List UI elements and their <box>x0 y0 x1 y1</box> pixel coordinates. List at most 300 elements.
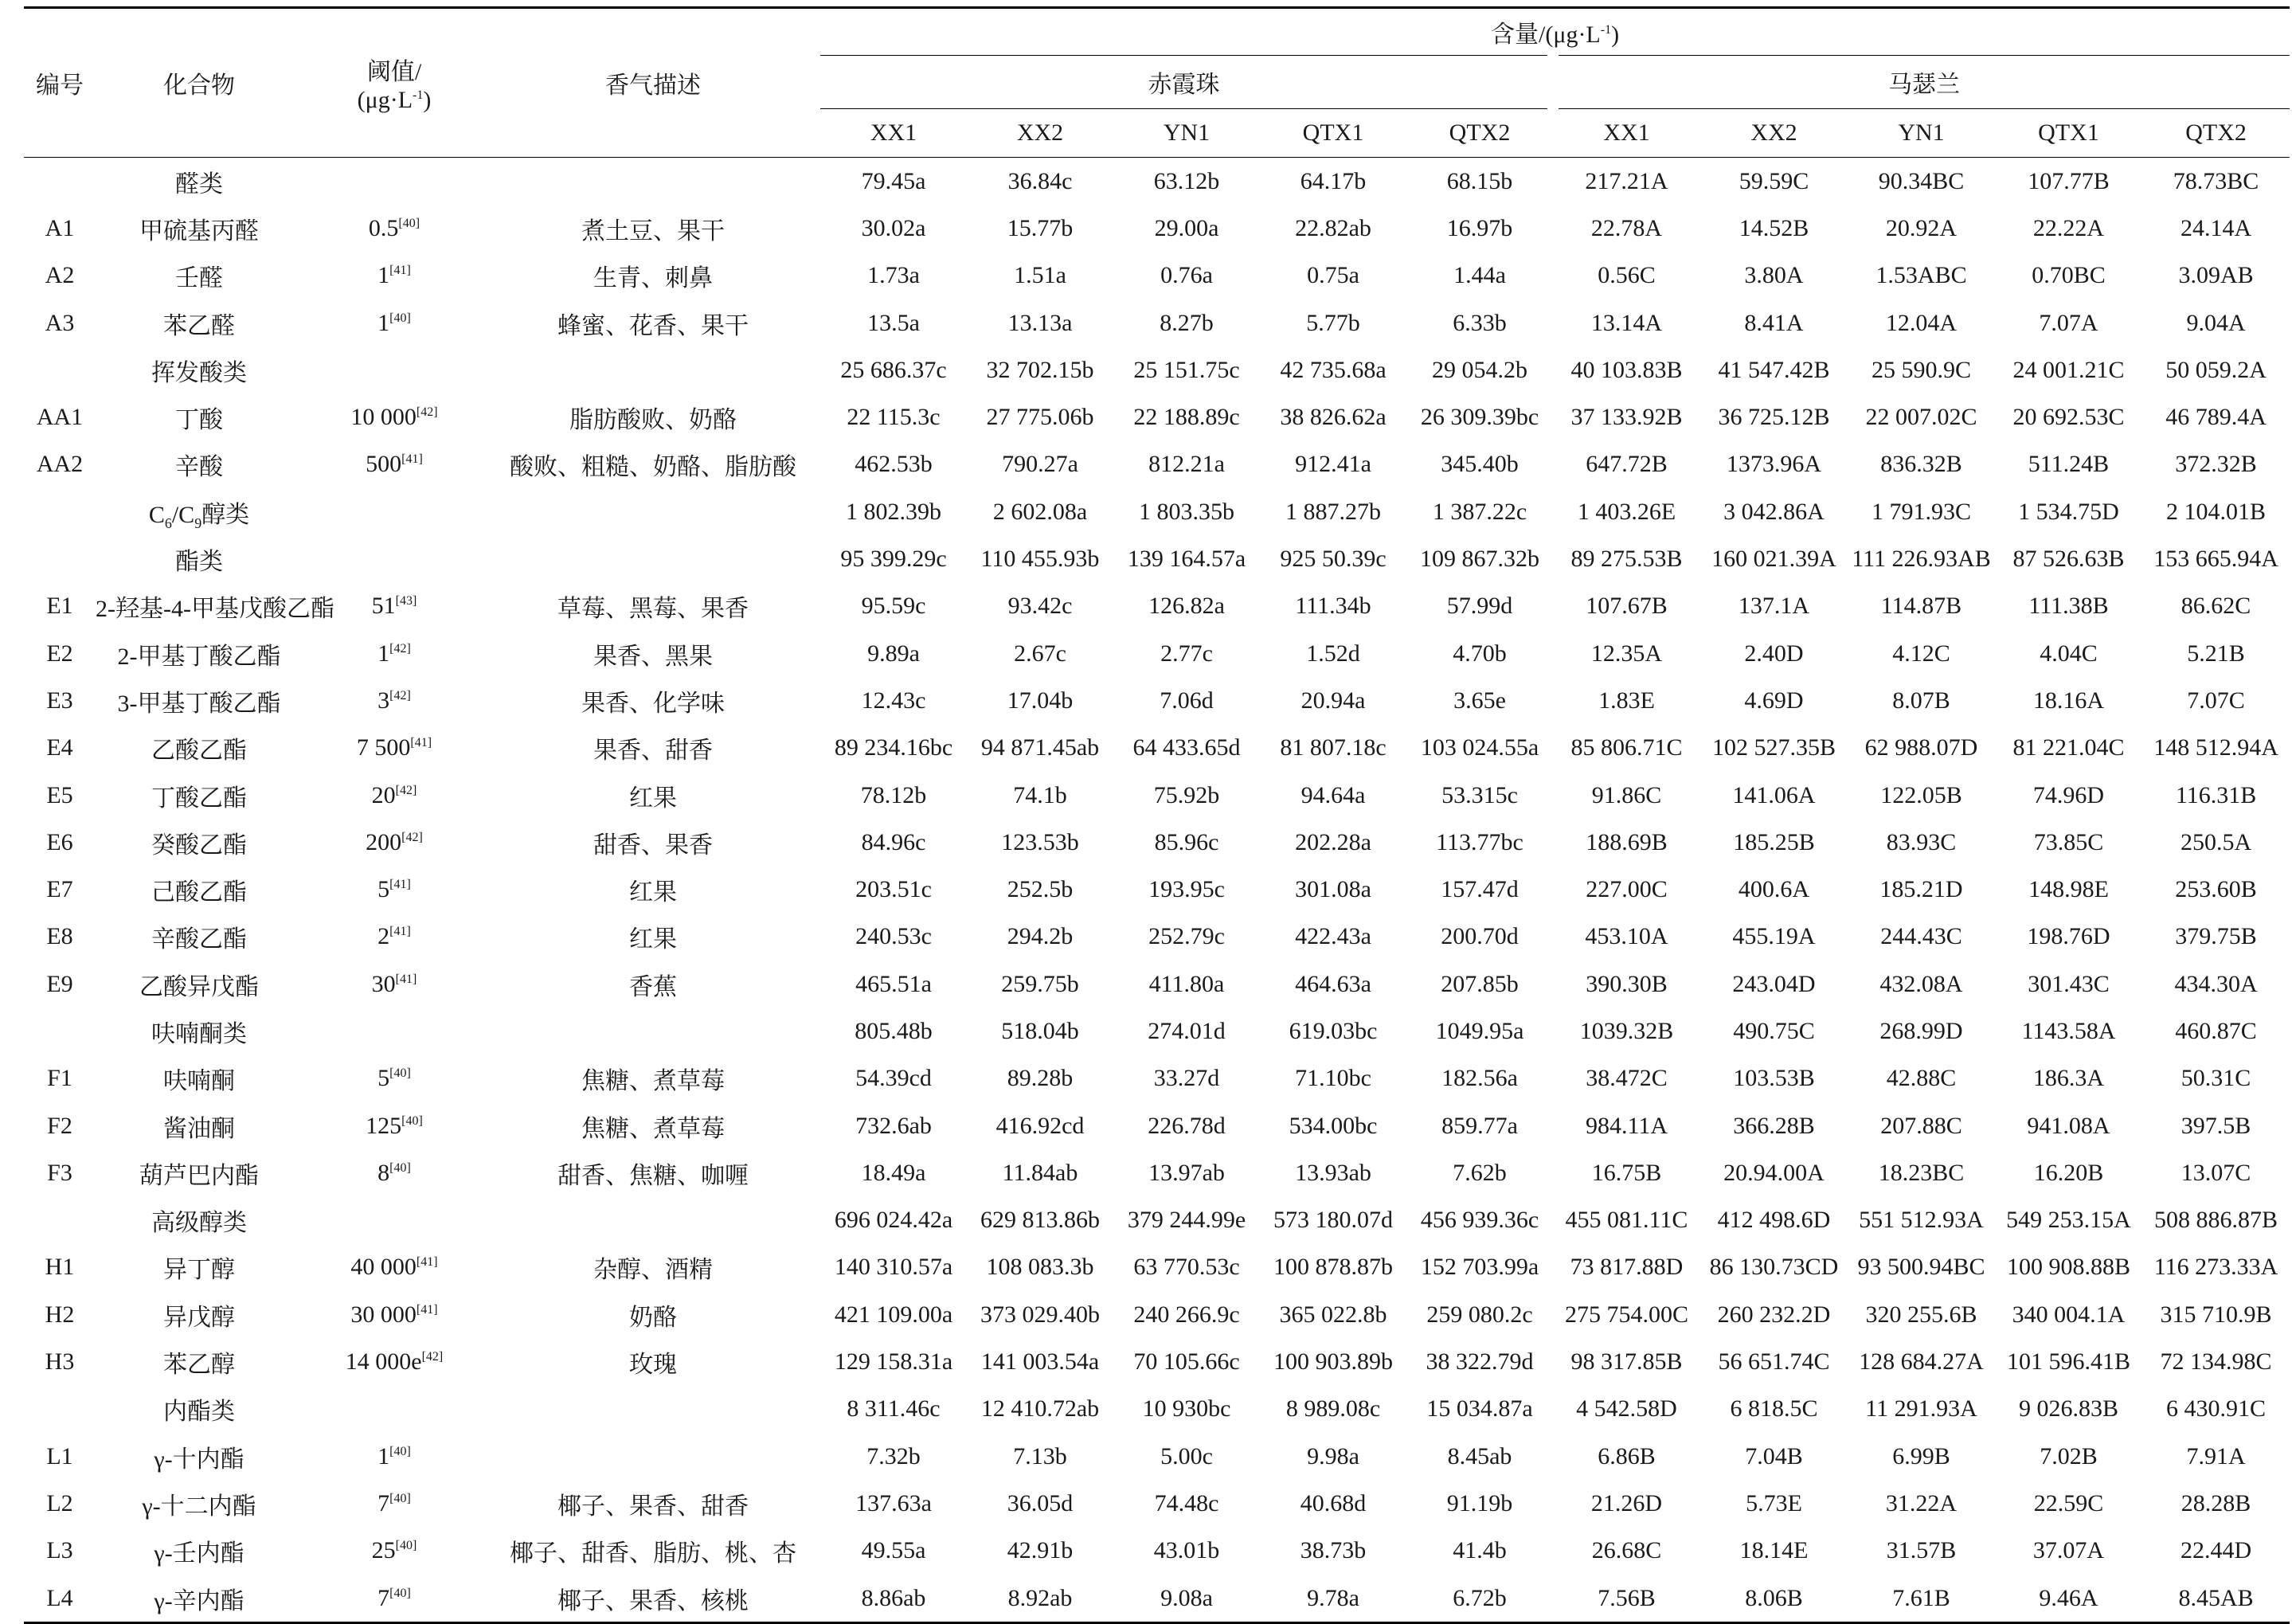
table-row <box>24 1528 2290 1575</box>
compound-value: 42.91b <box>1007 1537 1074 1564</box>
header-sample: XX1 <box>1553 109 1700 158</box>
header-sample: QTX1 <box>1995 109 2142 158</box>
compound-value: 13.13a <box>1007 309 1073 336</box>
category-value: 1 803.35b <box>1139 498 1234 525</box>
category-value: 25 151.75c <box>1133 356 1240 383</box>
compound-name: 辛酸 <box>175 454 223 481</box>
category-row <box>24 1386 2290 1433</box>
header-threshold: 阈值/ $(\mu g\cdot L^{-1})$ <box>303 8 486 158</box>
compound-value: 22.82ab <box>1295 214 1371 241</box>
category-value: 15 034.87a <box>1426 1395 1533 1422</box>
category-value: 1 403.26E <box>1577 498 1676 525</box>
compound-value: 63 770.53c <box>1133 1254 1240 1281</box>
compound-value: 7.62b <box>1453 1159 1507 1186</box>
compound-value: 100 878.87b <box>1273 1254 1393 1281</box>
compound-aroma: 红果 <box>629 926 677 953</box>
compound-aroma: 草莓、黑莓、果香 <box>557 596 749 623</box>
compound-code: L1 <box>46 1442 73 1469</box>
compound-value: 85.96c <box>1154 828 1219 855</box>
category-code <box>24 488 96 535</box>
compound-value: 7.07C <box>2187 687 2245 714</box>
compound-threshold: 40 000[41] <box>350 1254 438 1281</box>
compound-threshold: 7[40] <box>303 1575 486 1623</box>
category-name: 挥发酸类 <box>151 359 247 386</box>
compound-value: 315 710.9B <box>2160 1301 2272 1328</box>
category-aroma <box>486 488 820 535</box>
category-value: 455 081.11C <box>1565 1207 1688 1234</box>
compound-value: 18.14E <box>1739 1537 1809 1564</box>
category-name: 醛类 <box>175 170 223 198</box>
compound-value: 38.472C <box>1586 1065 1668 1092</box>
compound-value: 1.73a <box>867 262 920 289</box>
header-sample: XX2 <box>1700 109 1848 158</box>
table-row <box>24 1102 2290 1149</box>
compound-value: 732.6ab <box>855 1112 932 1139</box>
header-variety-cabernet: 赤霞珠 <box>820 56 1553 109</box>
compound-value: 137.1A <box>1738 593 1810 620</box>
compound-value: 1.44a <box>1453 262 1506 289</box>
compound-table <box>24 6 2290 1624</box>
compound-value: 114.87B <box>1880 593 1962 620</box>
category-row <box>24 346 2290 393</box>
compound-value: 253.60B <box>2175 876 2257 903</box>
category-code <box>24 346 96 393</box>
compound-name: 丁酸乙酯 <box>151 785 247 812</box>
compound-value: 85 806.71C <box>1570 734 1683 761</box>
compound-value: 116 273.33A <box>2153 1254 2278 1281</box>
compound-code: L3 <box>46 1537 73 1564</box>
category-value: 508 886.87B <box>2154 1207 2278 1234</box>
table-row <box>24 1244 2290 1291</box>
header-aroma: 香气描述 <box>486 8 820 158</box>
compound-threshold: 5[40] <box>377 1065 411 1092</box>
category-threshold <box>303 488 486 535</box>
compound-name: 2-甲基丁酸乙酯 <box>117 643 281 670</box>
table-row <box>24 1055 2290 1102</box>
compound-value: 7.91A <box>2186 1442 2246 1469</box>
compound-threshold: 0.5[40] <box>368 214 420 241</box>
compound-value: 53.315c <box>1441 781 1518 808</box>
compound-value: 250.5A <box>2180 828 2252 855</box>
compound-value: 81 807.18c <box>1280 734 1387 761</box>
compound-value: 94.64a <box>1300 781 1366 808</box>
category-value: 619.03bc <box>1289 1017 1378 1044</box>
compound-aroma: 煮土豆、果干 <box>581 217 725 245</box>
compound-value: 36.05d <box>1007 1489 1074 1516</box>
category-value: 9 026.83B <box>2018 1395 2118 1422</box>
compound-value: 422.43a <box>1295 923 1371 950</box>
compound-value: 1373.96A <box>1726 451 1822 478</box>
reference-citation: [42] <box>395 783 417 797</box>
compound-value: 207.85b <box>1441 970 1519 997</box>
compound-value: 0.75a <box>1307 262 1359 289</box>
table-row <box>24 914 2290 961</box>
compound-aroma: 红果 <box>629 879 677 906</box>
category-code <box>24 158 96 205</box>
category-value: 274.01d <box>1148 1017 1226 1044</box>
compound-value: 390.30B <box>1586 970 1668 997</box>
compound-threshold: 3[42] <box>377 687 411 714</box>
compound-code: F2 <box>47 1112 72 1139</box>
compound-value: 379.75B <box>2175 923 2257 950</box>
reference-citation: [42] <box>421 1350 444 1364</box>
compound-value: 7.61B <box>1848 1575 1995 1623</box>
compound-aroma: 焦糖、煮草莓 <box>581 1115 725 1142</box>
compound-value: 22.44D <box>2180 1537 2252 1564</box>
compound-name: 乙酸异戊酯 <box>139 973 259 1000</box>
table-row <box>24 772 2290 819</box>
compound-threshold: 7 500[41] <box>356 734 432 761</box>
category-value: 79.45a <box>861 167 926 194</box>
compound-value: 36 725.12B <box>1718 404 1830 431</box>
category-value: 87 526.63B <box>2012 546 2125 573</box>
compound-value: 3.80A <box>1744 262 1804 289</box>
compound-code: F3 <box>47 1159 72 1186</box>
compound-value: 8.86ab <box>820 1575 967 1623</box>
category-aroma <box>486 1197 820 1244</box>
compound-value: 647.72B <box>1586 451 1668 478</box>
compound-value: 6.99B <box>1892 1442 1950 1469</box>
header-sample: YN1 <box>1113 109 1260 158</box>
reference-citation: [41] <box>389 878 411 892</box>
category-value: 32 702.15b <box>986 356 1094 383</box>
table-row <box>24 583 2290 630</box>
category-value: 64.17b <box>1300 167 1367 194</box>
compound-value: 301.08a <box>1295 876 1371 903</box>
compound-value: 9.46A <box>1995 1575 2142 1623</box>
compound-value: 16.20B <box>2033 1159 2104 1186</box>
reference-citation: [40] <box>389 311 411 325</box>
compound-value: 9.78a <box>1260 1575 1406 1623</box>
compound-value: 202.28a <box>1295 828 1371 855</box>
category-value: 4 542.58D <box>1576 1395 1677 1422</box>
compound-code: E1 <box>46 593 73 620</box>
category-value: 95 399.29c <box>840 546 947 573</box>
compound-value: 21.26D <box>1590 1489 1663 1516</box>
category-value: 90.34BC <box>1878 167 1965 194</box>
category-threshold <box>303 535 486 582</box>
compound-value: 103 024.55a <box>1420 734 1539 761</box>
compound-aroma: 椰子、甜香、脂肪、桃、杏 <box>510 1540 796 1567</box>
compound-value: 259 080.2c <box>1426 1301 1533 1328</box>
table-row <box>24 961 2290 1008</box>
category-code <box>24 535 96 582</box>
compound-value: 2.77c <box>1160 640 1213 667</box>
compound-value: 31.57B <box>1886 1537 1957 1564</box>
compound-threshold: 2[41] <box>377 923 411 950</box>
compound-value: 31.22A <box>1885 1489 1958 1516</box>
compound-value: 24.14A <box>2180 214 2252 241</box>
category-value: 412 498.6D <box>1717 1207 1831 1234</box>
category-value: 6 818.5C <box>1730 1395 1818 1422</box>
category-value: 153 665.94A <box>2153 546 2278 573</box>
reference-citation: [41] <box>410 736 432 750</box>
table-row <box>24 1480 2290 1527</box>
compound-value: 54.39cd <box>855 1065 932 1092</box>
compound-value: 27 775.06b <box>986 404 1094 431</box>
compound-value: 345.40b <box>1441 451 1519 478</box>
compound-value: 200.70d <box>1441 923 1519 950</box>
category-name: 呋喃酮类 <box>151 1020 247 1047</box>
compound-threshold: 30[41] <box>371 970 417 997</box>
compound-value: 5.77b <box>1306 309 1360 336</box>
compound-aroma: 果香、黑果 <box>593 643 713 670</box>
compound-value: 14.52B <box>1739 214 1809 241</box>
reference-citation: [40] <box>389 1066 411 1081</box>
compound-name: 癸酸乙酯 <box>151 832 247 859</box>
category-code <box>24 1008 96 1055</box>
compound-name: 呋喃酮 <box>163 1068 235 1095</box>
table-row <box>24 819 2290 866</box>
compound-value: 6.33b <box>1453 309 1507 336</box>
compound-value: 20 692.53C <box>2012 404 2125 431</box>
category-value: 139 164.57a <box>1127 546 1246 573</box>
category-row <box>24 1197 2290 1244</box>
compound-value: 17.04b <box>1007 687 1074 714</box>
compound-value: 12.35A <box>1590 640 1663 667</box>
reference-citation: [41] <box>416 1302 438 1317</box>
category-threshold <box>303 346 486 393</box>
compound-name: 苯乙醇 <box>163 1352 235 1379</box>
compound-value: 41.4b <box>1453 1537 1507 1564</box>
compound-value: 365 022.8b <box>1279 1301 1387 1328</box>
compound-threshold: 14 000e[42] <box>345 1348 444 1376</box>
compound-aroma: 红果 <box>629 785 677 812</box>
table-row <box>24 630 2290 677</box>
compound-value: 128 684.27A <box>1859 1348 1984 1376</box>
compound-value: 74.48c <box>1154 1489 1219 1516</box>
category-threshold <box>303 158 486 205</box>
category-value: 89 275.53B <box>1570 546 1683 573</box>
compound-value: 455.19A <box>1732 923 1816 950</box>
compound-value: 9.89a <box>867 640 920 667</box>
compound-value: 12.04A <box>1885 309 1958 336</box>
compound-value: 198.76D <box>2027 923 2110 950</box>
compound-value: 22 115.3c <box>847 404 941 431</box>
compound-value: 984.11A <box>1585 1112 1668 1139</box>
compound-name: 2-羟基-4-甲基戊酸乙酯 <box>96 596 334 623</box>
compound-value: 101 596.41B <box>2006 1348 2130 1376</box>
compound-value: 126.82a <box>1148 593 1225 620</box>
compound-value: 5.73E <box>1746 1489 1802 1516</box>
compound-value: 43.01b <box>1153 1537 1220 1564</box>
category-value: 1 802.39b <box>846 498 941 525</box>
compound-value: 7.02B <box>2040 1442 2098 1469</box>
compound-value: 20.94.00A <box>1723 1159 1825 1186</box>
reference-citation: [40] <box>389 1491 411 1505</box>
category-aroma <box>486 346 820 393</box>
header-content: 含量$/(\mu g\cdot L^{-1})$ <box>820 8 2290 56</box>
reference-citation: [40] <box>389 1444 411 1458</box>
compound-value: 64 433.65d <box>1132 734 1241 761</box>
compound-value: 37 133.92B <box>1570 404 1683 431</box>
compound-value: 8.41A <box>1744 309 1804 336</box>
compound-value: 3.65e <box>1453 687 1506 714</box>
compound-value: 71.10bc <box>1295 1065 1371 1092</box>
category-value: 107.77B <box>2028 167 2110 194</box>
category-value: 460.87C <box>2175 1017 2257 1044</box>
compound-threshold: 30 000[41] <box>350 1301 438 1328</box>
compound-aroma: 玫瑰 <box>629 1352 677 1379</box>
category-value: 50 059.2A <box>2165 356 2267 383</box>
category-value: 78.73BC <box>2173 167 2259 194</box>
compound-value: 912.41a <box>1295 451 1371 478</box>
category-value: 63.12b <box>1153 167 1220 194</box>
category-value: 11 291.93A <box>1865 1395 1977 1422</box>
compound-code: E4 <box>46 734 73 761</box>
compound-value: 123.53b <box>1001 828 1079 855</box>
compound-value: 78.12b <box>860 781 927 808</box>
compound-name: 己酸乙酯 <box>151 879 247 906</box>
compound-value: 1.83E <box>1598 687 1655 714</box>
compound-value: 859.77a <box>1441 1112 1518 1139</box>
compound-code: E7 <box>46 876 73 903</box>
compound-aroma: 椰子、果香、甜香 <box>557 1493 749 1520</box>
compound-name: γ-辛内酯 <box>96 1575 303 1623</box>
compound-value: 95.59c <box>861 593 926 620</box>
compound-value: 11.84ab <box>1002 1159 1078 1186</box>
compound-value: 72 134.98C <box>2160 1348 2272 1376</box>
compound-value: 74.96D <box>2032 781 2105 808</box>
compound-name: γ-壬内酯 <box>154 1540 244 1567</box>
header-sample: YN1 <box>1848 109 1995 158</box>
compound-value: 6.72b <box>1406 1575 1553 1623</box>
compound-aroma: 甜香、焦糖、咖喱 <box>557 1162 749 1189</box>
compound-value: 22.22A <box>2032 214 2105 241</box>
compound-value: 511.24B <box>2028 451 2110 478</box>
reference-citation: [41] <box>401 452 423 467</box>
category-value: 41 547.42B <box>1718 356 1830 383</box>
category-name: 酯类 <box>175 549 223 576</box>
category-value: 1 887.27b <box>1285 498 1381 525</box>
compound-code: A1 <box>45 214 75 241</box>
category-name: $C_6/C_9$醇类 <box>148 501 250 531</box>
category-value: 1039.32B <box>1579 1017 1674 1044</box>
category-value: 29 054.2b <box>1432 356 1527 383</box>
table-row <box>24 1338 2290 1385</box>
compound-value: 129 158.31a <box>834 1348 953 1376</box>
category-value: 42 735.68a <box>1280 356 1387 383</box>
category-value: 2 104.01B <box>2166 498 2267 525</box>
header-sample: QTX2 <box>1406 109 1553 158</box>
compound-value: 1.53ABC <box>1875 262 1967 289</box>
compound-value: 98 317.85B <box>1570 1348 1683 1376</box>
compound-value: 366.28B <box>1733 1112 1815 1139</box>
compound-value: 86 130.73CD <box>1709 1254 1839 1281</box>
compound-value: 7.32b <box>866 1442 921 1469</box>
compound-value: 102 527.35B <box>1711 734 1836 761</box>
category-value: 24 001.21C <box>2012 356 2125 383</box>
compound-value: 185.25B <box>1733 828 1815 855</box>
compound-aroma: 酸败、粗糙、奶酪、脂肪酸 <box>510 454 796 481</box>
compound-code: A3 <box>45 309 75 336</box>
compound-value: 320 255.6B <box>1865 1301 1977 1328</box>
compound-threshold: 500[41] <box>366 451 423 478</box>
compound-name: 葫芦巴内酯 <box>139 1162 259 1189</box>
compound-aroma: 果香、化学味 <box>581 690 725 717</box>
compound-value: 15.77b <box>1007 214 1074 241</box>
reference-citation: [41] <box>416 1255 438 1270</box>
compound-value: 38 322.79d <box>1426 1348 1534 1376</box>
compound-value: 6.86B <box>1598 1442 1656 1469</box>
compound-value: 462.53b <box>855 451 933 478</box>
compound-value: 340 004.1A <box>2012 1301 2126 1328</box>
compound-value: 93 500.94BC <box>1857 1254 1985 1281</box>
category-code <box>24 1197 96 1244</box>
header-sample: XX2 <box>967 109 1113 158</box>
compound-value: 100 908.88B <box>2006 1254 2130 1281</box>
compound-value: 8.07B <box>1892 687 1950 714</box>
compound-value: 373 029.40b <box>980 1301 1100 1328</box>
compound-name: 甲硫基丙醛 <box>139 217 259 245</box>
compound-value: 108 083.3b <box>986 1254 1094 1281</box>
table-row <box>24 1575 2290 1623</box>
compound-value: 111.34b <box>1295 593 1371 620</box>
compound-name: 异丁醇 <box>163 1257 235 1284</box>
category-value: 217.21A <box>1585 167 1668 194</box>
compound-value: 416.92cd <box>995 1112 1085 1139</box>
compound-value: 141.06A <box>1732 781 1816 808</box>
compound-code: AA1 <box>36 404 84 431</box>
compound-value: 0.56C <box>1598 262 1656 289</box>
table-row <box>24 441 2290 488</box>
compound-threshold: 7[40] <box>377 1489 411 1516</box>
compound-threshold: 8[40] <box>377 1159 411 1186</box>
compound-value: 7.56B <box>1553 1575 1700 1623</box>
compound-value: 100 903.89b <box>1273 1348 1393 1376</box>
compound-code: E6 <box>46 828 73 855</box>
compound-code: E5 <box>46 781 73 808</box>
category-value: 8 311.46c <box>847 1395 941 1422</box>
header-sample: XX1 <box>820 109 967 158</box>
reference-citation: [41] <box>395 972 417 986</box>
category-value: 68.15b <box>1446 167 1513 194</box>
category-name: 内酯类 <box>163 1399 235 1426</box>
reference-citation: [42] <box>389 688 411 702</box>
compound-name: 异戊醇 <box>163 1304 235 1331</box>
compound-aroma: 奶酪 <box>629 1304 677 1331</box>
category-value: 1143.58A <box>2021 1017 2116 1044</box>
compound-value: 148.98E <box>2028 876 2109 903</box>
compound-value: 26.68C <box>1591 1537 1662 1564</box>
compound-value: 18.23BC <box>1878 1159 1965 1186</box>
compound-value: 28.28B <box>2181 1489 2251 1516</box>
category-value: 8 989.08c <box>1285 1395 1381 1422</box>
compound-aroma: 甜香、果香 <box>593 832 713 859</box>
category-value: 25 686.37c <box>840 356 947 383</box>
compound-code: E3 <box>46 687 73 714</box>
compound-value: 107.67B <box>1586 593 1668 620</box>
compound-value: 252.5b <box>1007 876 1074 903</box>
compound-value: 46 789.4A <box>2165 404 2267 431</box>
compound-value: 301.43C <box>2028 970 2110 997</box>
compound-value: 453.10A <box>1585 923 1668 950</box>
compound-threshold: 10 000[42] <box>350 404 438 431</box>
compound-value: 91.19b <box>1446 1489 1513 1516</box>
compound-threshold: 5[41] <box>377 876 411 903</box>
compound-value: 152 703.99a <box>1420 1254 1539 1281</box>
category-row <box>24 535 2290 582</box>
compound-name: 丁酸 <box>175 407 223 434</box>
compound-value: 20.94a <box>1300 687 1366 714</box>
compound-aroma: 蜂蜜、花香、果干 <box>557 312 749 339</box>
compound-value: 18.49a <box>861 1159 926 1186</box>
category-aroma <box>486 158 820 205</box>
category-value: 1 387.22c <box>1432 498 1527 525</box>
compound-value: 836.32B <box>1880 451 1962 478</box>
compound-value: 259.75b <box>1001 970 1079 997</box>
compound-value: 57.99d <box>1446 593 1513 620</box>
